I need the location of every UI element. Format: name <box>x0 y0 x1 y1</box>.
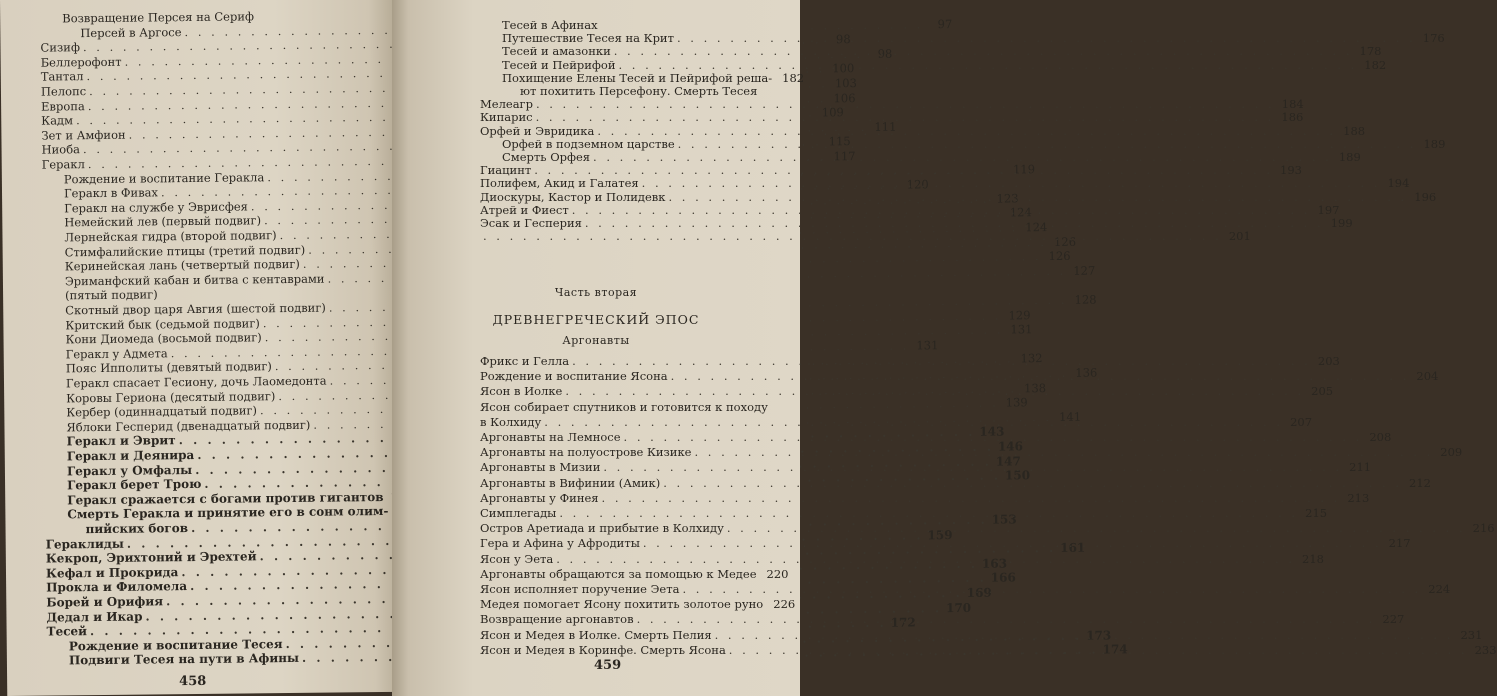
toc-entry-title: пийских богов <box>85 521 189 537</box>
toc-entry-title: Подвиги Тесея на пути в Афины <box>68 651 300 668</box>
toc-entry-page: 184 <box>1281 97 1304 112</box>
toc-entry-title: Ясон исполняет поручение Эета <box>480 582 680 596</box>
toc-entry-title: Остров Аретиада и прибытие в Колхиду <box>480 521 724 536</box>
toc-entry-title: (пятый подвиг) <box>65 287 158 303</box>
toc-entry-title: Тантал <box>40 69 84 84</box>
toc-leader-dots <box>544 415 1283 429</box>
toc-entry-title: Кипарис <box>480 110 533 125</box>
toc-entry-page: 213 <box>1347 490 1370 505</box>
toc-entry-page: 173 <box>1086 628 1112 643</box>
part-label: Часть вторая <box>554 286 638 299</box>
toc-entry-page: 131 <box>1010 322 1033 337</box>
toc-entry-page: 109 <box>821 105 844 120</box>
toc-leader-dots <box>585 216 1324 230</box>
toc-entry-title: Полифем, Акид и Галатея <box>480 176 639 191</box>
toc-entry-page: 132 <box>1020 351 1043 366</box>
toc-leader-dots <box>671 369 1410 383</box>
toc-entry-title: Ясон у Эета <box>480 551 554 566</box>
toc-entry-page: 161 <box>1060 540 1086 556</box>
toc-entry-page: 220 <box>766 566 789 581</box>
toc-entry-title: Ниоба <box>41 142 81 157</box>
toc-leader-dots <box>572 203 1311 217</box>
toc-leader-dots <box>559 506 1298 520</box>
toc-entry-page: 209 <box>1440 445 1463 460</box>
toc-entry-title: Геракл и Деянира <box>66 447 195 464</box>
toc-leader-dots <box>618 58 1357 72</box>
toc-entry-title: Эриманфский кабан и битва с кентаврами <box>64 271 325 289</box>
toc-entry-page: 139 <box>1005 395 1028 410</box>
toc-entry-title: в Колхиду <box>480 414 542 429</box>
toc-entry-page: 123 <box>996 191 1019 206</box>
toc-entry-page: 170 <box>945 600 972 615</box>
toc-entry-page: 150 <box>1004 468 1031 483</box>
toc-entry-title: Тесей и амазонки <box>502 44 611 59</box>
toc-entry-title: Коровы Гериона (десятый подвиг) <box>66 388 276 405</box>
toc-entry-page: 153 <box>991 512 1017 527</box>
toc-entry-page: 117 <box>833 149 856 164</box>
toc-entry-title: Гиацинт <box>480 163 532 178</box>
toc-entry-page: 204 <box>1416 369 1439 384</box>
toc-entry-page: 197 <box>1317 202 1340 217</box>
toc-entry-title: Ясон собирает спутников и готовится к походу <box>480 399 768 414</box>
toc-leader-dots <box>624 430 1363 444</box>
toc-entry-title: Мелеагр <box>480 97 533 112</box>
toc-entry-page: 217 <box>1388 536 1411 551</box>
toc-entry-page: 224 <box>1428 582 1451 596</box>
toc-leader-dots <box>715 628 1454 642</box>
toc-entry-title: Пояс Ипполиты (девятый подвиг) <box>65 359 272 376</box>
toc-entry-title: Немейский лев (первый подвиг) <box>64 213 262 230</box>
toc-entry-title: Сизиф <box>40 40 80 55</box>
toc-entry-page: 201 <box>1228 229 1251 244</box>
toc-entry-title: Геракл берет Трою <box>67 477 202 493</box>
toc-entry-page: 126 <box>1048 248 1071 264</box>
toc-entry-page: 169 <box>966 585 992 600</box>
toc-entry-title: Смерть Орфея <box>502 150 591 164</box>
toc-entry <box>480 597 796 612</box>
toc-entry-title: Гераклиды <box>45 536 124 552</box>
toc-entry-title: Атрей и Фиест <box>480 202 569 217</box>
toc-entry-title: Похищение Елены Тесей и Пейрифой реша- <box>502 70 773 85</box>
toc-entry-title: Европа <box>41 98 85 114</box>
toc-entry-title: Фрикс и Гелла <box>480 354 570 368</box>
toc-entry-page: 120 <box>906 177 929 192</box>
toc-entry-title: Аргонавты на Лемносе <box>480 430 621 444</box>
subsection-title: Аргонавты <box>562 334 630 347</box>
toc-entry-title: Дедал и Икар <box>46 609 143 625</box>
toc-entry <box>502 70 805 85</box>
toc-entry-title: Беллерофонт <box>40 54 122 70</box>
toc-entry-page: 128 <box>1074 292 1097 307</box>
toc-leader-dots <box>677 31 1416 45</box>
toc-entry-title: Тесей <box>46 624 88 639</box>
toc-entry-title: Гера и Афина у Афродиты <box>480 536 640 551</box>
right-page-number: 459 <box>594 658 622 673</box>
toc-entry-title: Аргонавты у Финея <box>480 490 599 505</box>
toc-entry-title: Тесей в Афинах <box>502 18 598 32</box>
toc-entry-page: 146 <box>997 439 1024 454</box>
left-page-number: 458 <box>179 673 207 690</box>
toc-entry-page: 178 <box>1359 44 1382 59</box>
toc-entry-page: 166 <box>990 570 1016 586</box>
toc-entry <box>480 400 770 414</box>
toc-entry-page: 141 <box>1059 409 1082 424</box>
toc-entry-page: 194 <box>1387 176 1410 191</box>
toc-leader-dots <box>536 110 1275 124</box>
toc-entry-title: Возвращение Персея на Сериф <box>62 9 255 26</box>
toc-entry-page: 226 <box>773 597 796 612</box>
toc-entry-page: 176 <box>1422 31 1445 46</box>
toc-entry-page: 159 <box>927 527 953 542</box>
toc-leader-dots <box>556 552 1295 566</box>
toc-entry-title: Аргонавты в Мизии <box>480 460 601 475</box>
toc-leader-dots <box>534 163 1273 177</box>
toc-entry-page: 205 <box>1311 384 1334 399</box>
toc-entry <box>480 490 1370 505</box>
toc-entry-title: Ясон и Медея в Иолке. Смерть Пелия <box>480 627 712 642</box>
toc-entry-title: Ясон и Медея в Коринфе. Смерть Ясона <box>480 642 726 657</box>
toc-leader-dots <box>668 190 1407 204</box>
toc-entry-title: Геракл в Фивах <box>63 185 159 201</box>
toc-leader-dots <box>663 476 1402 490</box>
toc-entry-page: 189 <box>1423 136 1446 151</box>
toc-entry-page: 208 <box>1369 430 1392 444</box>
toc-entry-title: Геракл у Омфалы <box>66 462 193 478</box>
toc-entry-page: 124 <box>1009 205 1032 220</box>
toc-leader-dots <box>536 97 1275 111</box>
toc-entry-title: Возвращение аргонавтов <box>480 612 634 627</box>
toc-entry-title: Лернейская гидра (второй подвиг) <box>64 228 277 245</box>
toc-entry-title: Скотный двор царя Авгия (шестой подвиг) <box>65 300 326 318</box>
toc-entry-page: 138 <box>1024 380 1047 395</box>
toc-entry-title: Тесей и Пейрифой <box>502 57 616 72</box>
toc-entry-page: 127 <box>1073 263 1096 278</box>
toc-entry-page: 186 <box>1281 110 1304 125</box>
toc-leader-dots <box>614 44 1353 61</box>
toc-entry-title: ют похитить Персефону. Смерть Тесея <box>520 84 758 98</box>
toc-entry-page: 218 <box>1302 551 1324 566</box>
toc-entry-title: Пелопс <box>40 84 87 99</box>
toc-entry-page: 227 <box>1382 612 1405 627</box>
toc-entry-title: Геракл сражается с богами против гигантов <box>67 489 384 508</box>
toc-entry-title: Рождение и воспитание Ясона <box>480 369 668 384</box>
toc-entry-title: Кони Диомеда (восьмой подвиг) <box>65 330 262 347</box>
toc-leader-dots <box>597 124 1336 138</box>
toc-leader-dots <box>642 176 1381 190</box>
toc-entry-page: 182 <box>1364 57 1387 72</box>
toc-entry-title: Борей и Орифия <box>46 594 164 610</box>
toc-entry-page: 98 <box>877 46 893 61</box>
toc-entry-page: 211 <box>1349 460 1372 475</box>
toc-entry <box>480 566 789 581</box>
toc-entry-page: 174 <box>1102 642 1128 657</box>
toc-leader-dots <box>682 582 1421 596</box>
toc-entry-title: Зет и Амфион <box>41 127 126 143</box>
toc-entry-page: 124 <box>1025 220 1048 235</box>
toc-leader-dots <box>483 229 1222 243</box>
toc-entry-title: Геракл и Эврит <box>66 433 176 449</box>
toc-leader-dots <box>643 536 1382 550</box>
toc-entry-page: 119 <box>1012 161 1036 176</box>
toc-entry-title: Геракл на службе у Эврисфея <box>64 199 248 216</box>
toc-entry-title: Симплегады <box>480 506 557 520</box>
toc-entry-page: 231 <box>1460 627 1483 642</box>
toc-entry-title: Аргонавты в Вифинии (Амик) <box>480 475 661 490</box>
toc-entry-page: 136 <box>1075 365 1098 380</box>
toc-leader-dots <box>572 354 1311 368</box>
toc-entry-page: 143 <box>979 424 1005 440</box>
toc-entry-page: 215 <box>1305 506 1328 520</box>
toc-leader-dots <box>694 445 1433 459</box>
toc-entry-title: Аргонавты на полуострове Кизике <box>480 445 692 460</box>
toc-entry-page: 203 <box>1317 354 1340 368</box>
toc-entry-title: Рождение и воспитание Геракла <box>63 169 265 186</box>
toc-leader-dots <box>603 460 1342 474</box>
toc-entry-page: 147 <box>995 453 1021 469</box>
toc-entry <box>502 18 752 32</box>
toc-leader-dots <box>727 521 1466 535</box>
toc-entry-page: 199 <box>1330 216 1353 230</box>
toc-entry-title: Критский бык (седьмой подвиг) <box>65 315 260 332</box>
toc-entry-title: Путешествие Тесея на Крит <box>502 31 674 46</box>
toc-entry-page: 189 <box>1338 150 1361 164</box>
toc-entry-title: Аргонавты обращаются за помощью к Медее <box>480 566 757 581</box>
toc-entry-title: Яблоки Гесперид (двенадцатый подвиг) <box>66 417 311 435</box>
toc-entry-page: 163 <box>981 556 1008 571</box>
toc-entry-page: 103 <box>834 76 857 91</box>
toc-entry-title: Персей в Аргосе <box>80 24 182 40</box>
toc-entry-title: Орфей и Эвридика <box>480 123 595 138</box>
toc-entry-title: Медея помогает Ясону похитить золотое руно <box>480 597 764 612</box>
toc-entry-page: 129 <box>1008 307 1031 323</box>
toc-entry-title: Кекроп, Эрихтоний и Эрехтей <box>45 549 257 566</box>
toc-entry-title: Геракл у Адмета <box>65 346 168 362</box>
toc-leader-dots <box>602 491 1341 505</box>
toc-entry-page: 182 <box>782 70 805 85</box>
toc-entry-title: Смерть Геракла и принятие его в сонм олим- <box>67 504 389 522</box>
toc-leader-dots <box>637 612 1376 626</box>
toc-entry-title: Кефал и Прокрида <box>45 564 179 581</box>
toc-entry-title: Стимфалийские птицы (третий подвиг) <box>64 242 306 259</box>
toc-entry-page: 97 <box>937 16 953 31</box>
toc-entry-page: 131 <box>916 337 939 353</box>
toc-leader-dots <box>678 137 1417 151</box>
toc-entry-page: 172 <box>890 615 916 630</box>
toc-entry-title: Диоскуры, Кастор и Полидевк <box>480 189 666 204</box>
toc-entry-page: 111 <box>874 119 897 134</box>
toc-entry-page: 100 <box>832 61 855 76</box>
toc-entry-title: Геракл спасает Гесиону, дочь Лаомедонта <box>65 373 327 391</box>
toc-entry-page: 193 <box>1280 163 1302 178</box>
toc-entry-page: 188 <box>1343 123 1366 138</box>
toc-leader-dots <box>565 384 1304 398</box>
toc-entry-page: 196 <box>1414 189 1437 204</box>
toc-entry-title: Ясон в Иолке <box>480 384 563 399</box>
toc-entry-title: Орфей в подземном царстве <box>502 136 675 151</box>
toc-entry-title: Керинейская лань (четвертый подвиг) <box>64 257 300 274</box>
toc-entry-title: Эсак и Гесперия <box>480 216 582 230</box>
toc-entry-page: 212 <box>1409 475 1431 490</box>
toc-leader-dots <box>729 643 1468 657</box>
toc-entry-title: Кадм <box>41 113 74 128</box>
toc-entry-title: Геракл <box>41 157 85 172</box>
toc-entry-page: 98 <box>835 32 851 47</box>
toc-entry-page: 207 <box>1290 414 1313 429</box>
toc-entry <box>520 84 758 98</box>
toc-entry-page: 106 <box>833 90 856 105</box>
toc-entry-page: 216 <box>1472 521 1495 536</box>
toc-leader-dots <box>593 150 1332 164</box>
toc-entry-page: 126 <box>1053 234 1077 249</box>
section-title: ДРЕВНЕГРЕЧЕСКИЙ ЭПОС <box>492 312 700 327</box>
toc-entry-title: Прокла и Филомела <box>46 579 188 595</box>
toc-entry-page: 115 <box>828 134 851 149</box>
toc-entry-title: Рождение и воспитание Тесея <box>68 636 283 654</box>
toc-entry-page: 233 <box>1474 642 1497 657</box>
toc-entry-title: Кербер (одиннадцатый подвиг) <box>66 403 258 420</box>
